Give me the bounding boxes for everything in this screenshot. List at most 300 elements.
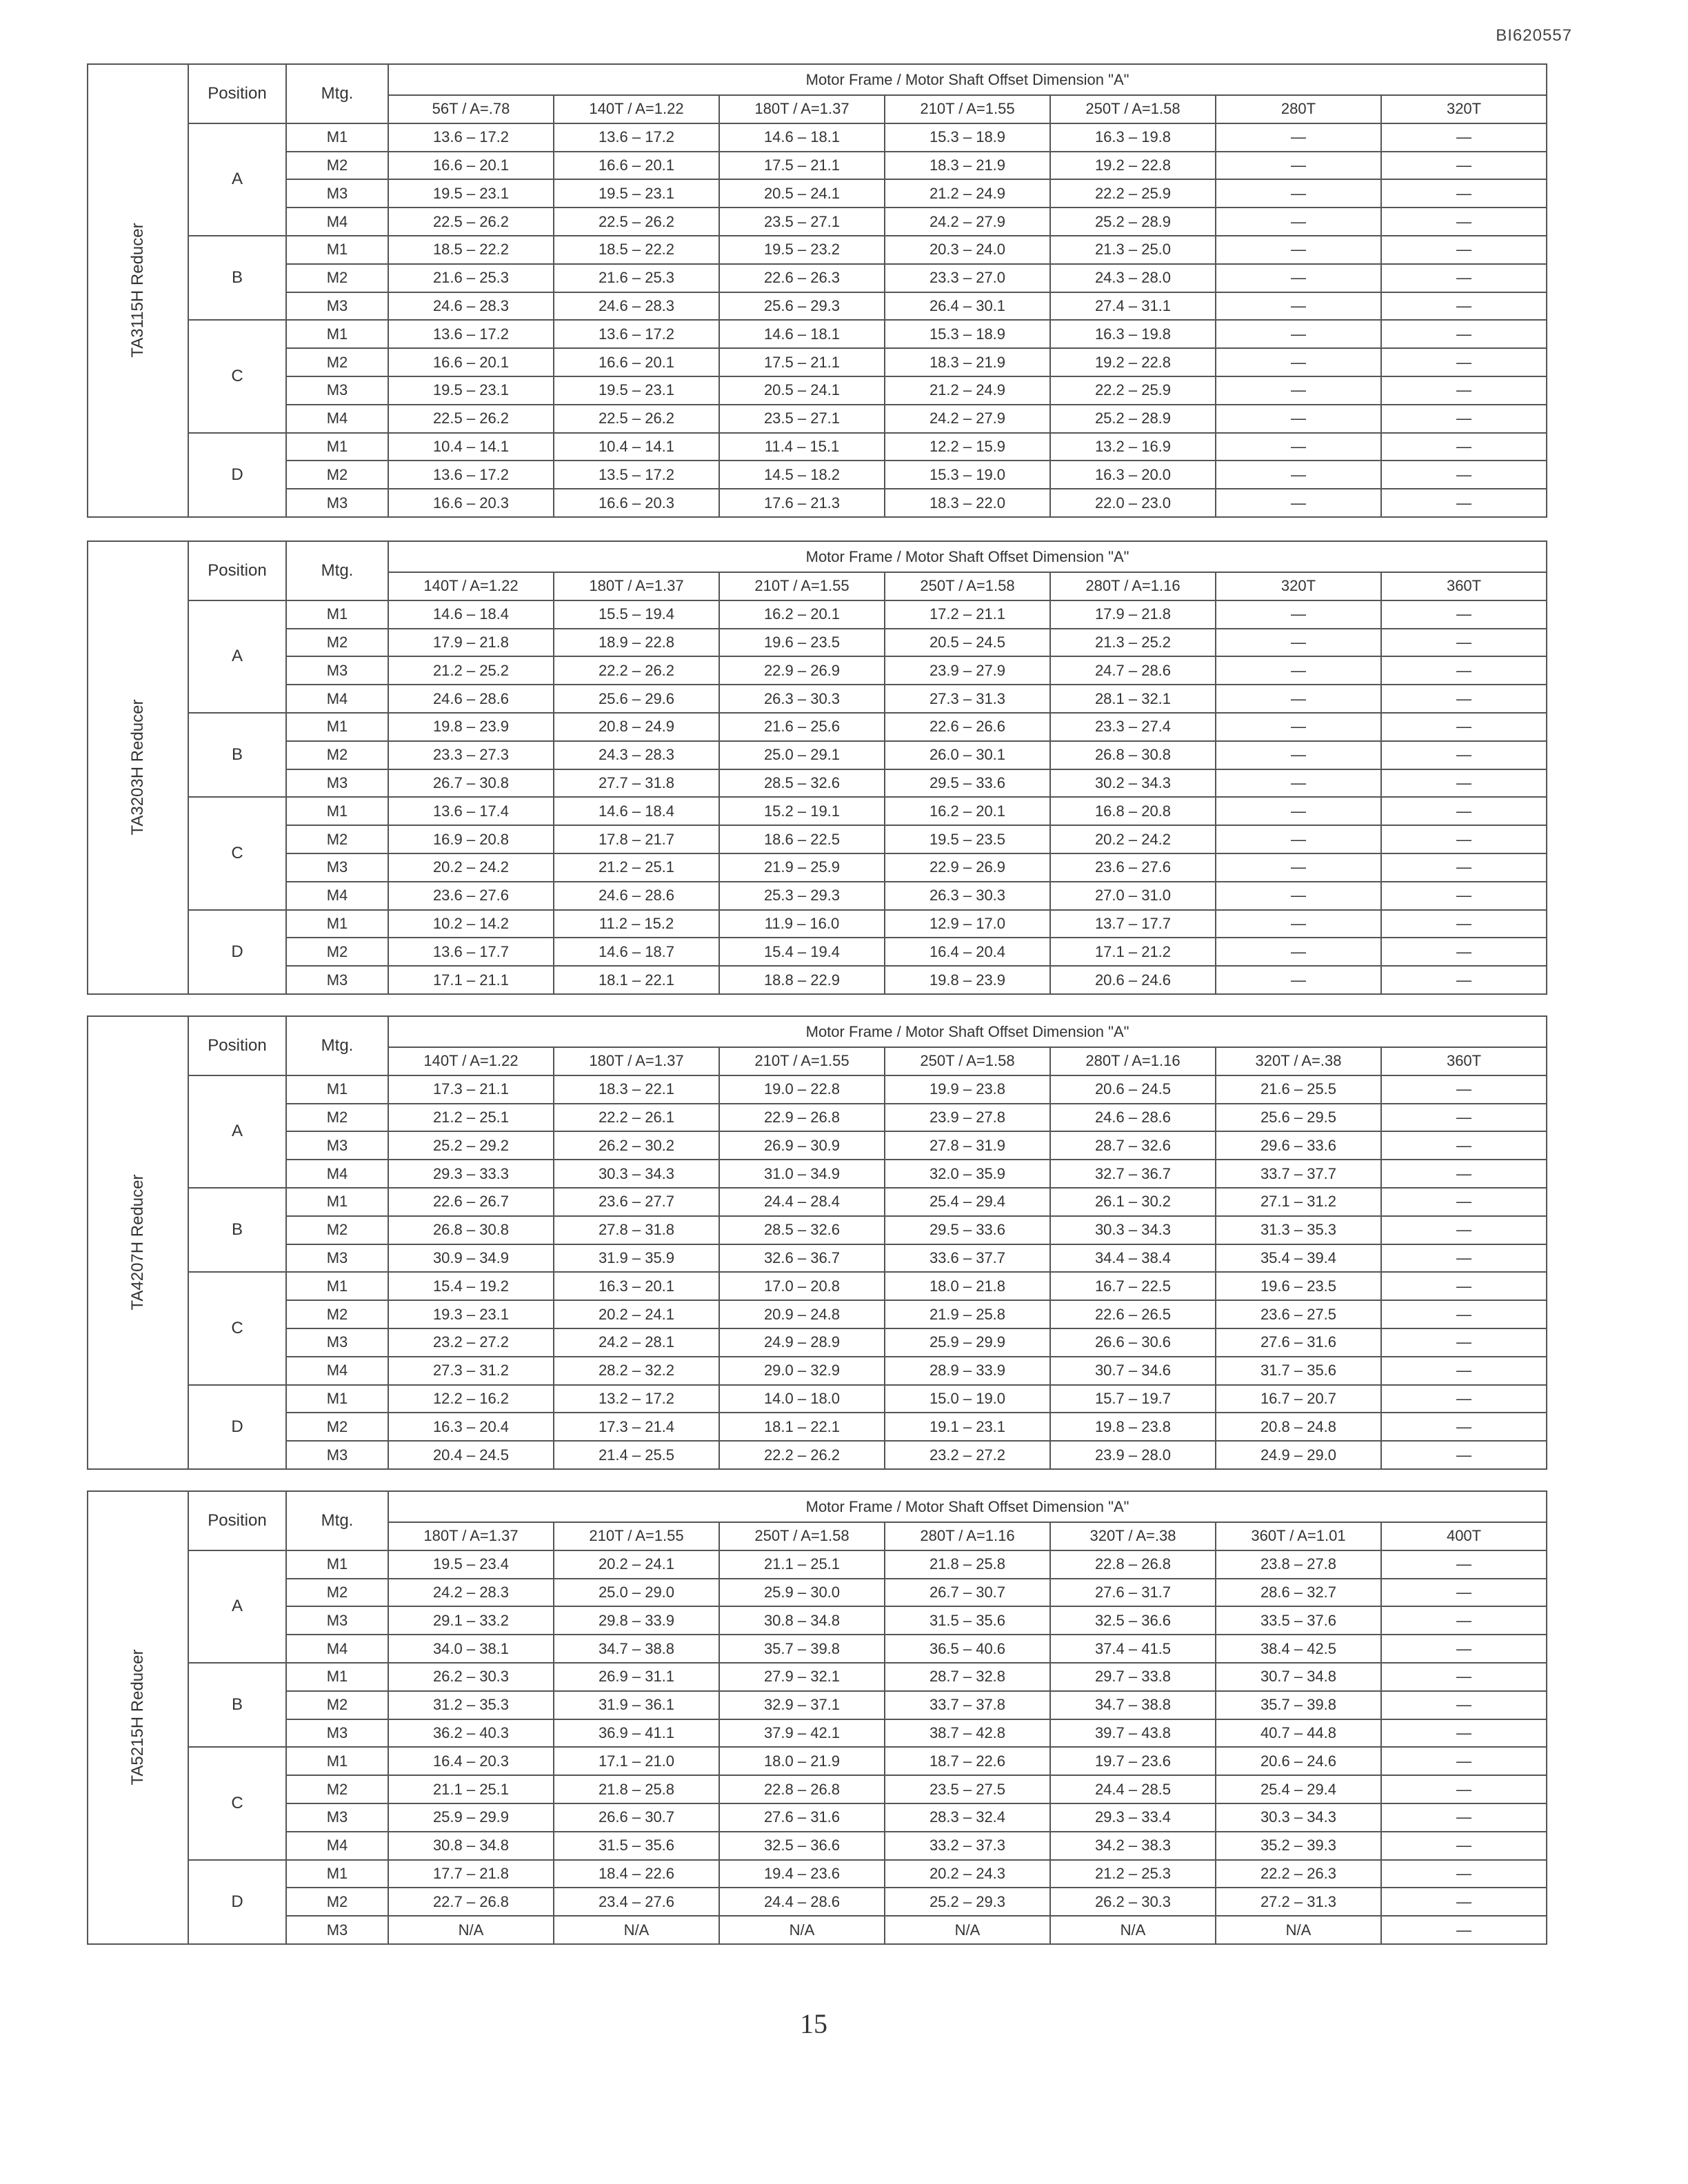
dimension-cell: 23.9 – 27.8 (885, 1104, 1050, 1132)
table-row (88, 1916, 1547, 1944)
table-row (88, 910, 1547, 938)
dimension-cell: 15.4 – 19.2 (388, 1272, 554, 1300)
dimension-cell: 26.2 – 30.2 (554, 1131, 719, 1160)
dimension-cell: — (1381, 656, 1547, 685)
position-cell: A (188, 1075, 286, 1188)
mounting-cell: M4 (286, 405, 388, 433)
dimension-cell: 24.6 – 28.3 (388, 292, 554, 321)
dimension-cell: 25.4 – 29.4 (885, 1188, 1050, 1216)
dimension-cell: 15.3 – 18.9 (885, 320, 1050, 348)
mounting-cell: M4 (286, 882, 388, 910)
dimension-cell: — (1216, 938, 1381, 966)
dimension-cell: — (1216, 769, 1381, 798)
dimension-cell: 38.4 – 42.5 (1216, 1635, 1381, 1663)
dimension-cell: 21.8 – 25.8 (885, 1550, 1050, 1579)
reducer-name-cell (88, 541, 188, 994)
table-row (88, 1691, 1547, 1719)
dimension-cell: 23.6 – 27.6 (1050, 853, 1216, 882)
mounting-cell: M1 (286, 797, 388, 825)
dimension-cell: 24.6 – 28.3 (554, 292, 719, 321)
dimension-cell: 22.5 – 26.2 (388, 208, 554, 236)
table-row (88, 1579, 1547, 1607)
dimension-cell: 26.1 – 30.2 (1050, 1188, 1216, 1216)
dimension-cell: 27.8 – 31.9 (885, 1131, 1050, 1160)
dimension-cell: 19.5 – 23.2 (719, 236, 885, 264)
dimension-cell: 11.9 – 16.0 (719, 910, 885, 938)
dimension-cell: 29.7 – 33.8 (1050, 1663, 1216, 1691)
dimension-cell: 21.6 – 25.3 (388, 264, 554, 292)
dimension-cell: 21.4 – 25.5 (554, 1441, 719, 1469)
dimension-cell: — (1381, 1385, 1547, 1413)
spec-table (87, 1490, 1547, 1945)
dimension-cell: — (1381, 1075, 1547, 1104)
mounting-cell: M2 (286, 741, 388, 769)
dimension-cell: 28.5 – 32.6 (719, 769, 885, 798)
dimension-cell: 20.6 – 24.5 (1050, 1075, 1216, 1104)
page-number: 15 (800, 2008, 827, 2039)
dimension-cell: N/A (1216, 1916, 1381, 1944)
dimension-cell: — (1381, 123, 1547, 152)
dimension-cell: 20.6 – 24.6 (1216, 1747, 1381, 1775)
dimension-cell: — (1216, 600, 1381, 629)
position-cell: D (188, 1860, 286, 1944)
dimension-cell: 33.6 – 37.7 (885, 1244, 1050, 1273)
dimension-cell: 39.7 – 43.8 (1050, 1719, 1216, 1748)
dimension-cell: 23.6 – 27.6 (388, 882, 554, 910)
dimension-cell: 31.3 – 35.3 (1216, 1216, 1381, 1244)
dimension-cell: 26.3 – 30.3 (885, 882, 1050, 910)
dimension-cell: 35.7 – 39.8 (719, 1635, 885, 1663)
dimension-cell: 36.9 – 41.1 (554, 1719, 719, 1748)
table-row (88, 1216, 1547, 1244)
dimension-cell: 21.1 – 25.1 (719, 1550, 885, 1579)
dimension-cell: 16.6 – 20.1 (554, 152, 719, 180)
dimension-cell: 26.6 – 30.6 (1050, 1328, 1216, 1357)
table-row (88, 1131, 1547, 1160)
table-row (88, 1272, 1547, 1300)
dimension-cell: 16.7 – 20.7 (1216, 1385, 1381, 1413)
motor-frame-column-header: 140T / A=1.22 (388, 1047, 554, 1075)
dimension-cell: 21.9 – 25.8 (885, 1300, 1050, 1328)
dimension-cell: — (1381, 853, 1547, 882)
mounting-cell: M3 (286, 1916, 388, 1944)
dimension-cell: 27.4 – 31.1 (1050, 292, 1216, 321)
mounting-cell: M1 (286, 236, 388, 264)
dimension-cell: 25.2 – 29.2 (388, 1131, 554, 1160)
mounting-cell: M2 (286, 1216, 388, 1244)
dimension-cell: — (1381, 376, 1547, 405)
table-row (88, 1888, 1547, 1916)
dimension-cell: 26.7 – 30.7 (885, 1579, 1050, 1607)
dimension-cell: — (1381, 1635, 1547, 1663)
dimension-cell: 35.7 – 39.8 (1216, 1691, 1381, 1719)
dimension-cell: 30.7 – 34.8 (1216, 1663, 1381, 1691)
mounting-cell: M3 (286, 769, 388, 798)
dimension-cell: 18.4 – 22.6 (554, 1860, 719, 1888)
dimension-cell: 20.5 – 24.5 (885, 629, 1050, 657)
dimension-cell: 27.3 – 31.2 (388, 1357, 554, 1385)
dimension-cell: — (1381, 600, 1547, 629)
dimension-cell: N/A (885, 1916, 1050, 1944)
dimension-cell: 26.0 – 30.1 (885, 741, 1050, 769)
dimension-cell: — (1216, 853, 1381, 882)
mounting-cell: M2 (286, 1300, 388, 1328)
dimension-cell: 21.6 – 25.3 (554, 264, 719, 292)
dimension-cell: 14.6 – 18.4 (388, 600, 554, 629)
dimension-cell: 29.5 – 33.6 (885, 1216, 1050, 1244)
dimension-cell: 34.7 – 38.8 (1050, 1691, 1216, 1719)
dimension-cell: — (1381, 1606, 1547, 1635)
dimension-cell: 27.8 – 31.8 (554, 1216, 719, 1244)
dimension-cell: — (1216, 348, 1381, 376)
dimension-cell: 24.4 – 28.5 (1050, 1775, 1216, 1803)
dimension-cell: 37.4 – 41.5 (1050, 1635, 1216, 1663)
dimension-cell: 19.8 – 23.8 (1050, 1413, 1216, 1441)
mounting-cell: M2 (286, 938, 388, 966)
table-row (88, 600, 1547, 629)
dimension-cell: 24.7 – 28.6 (1050, 656, 1216, 685)
dimension-cell: 32.6 – 36.7 (719, 1244, 885, 1273)
motor-frame-column-header: 250T / A=1.58 (885, 1047, 1050, 1075)
dimension-cell: 23.9 – 27.9 (885, 656, 1050, 685)
dimension-cell: 24.9 – 28.9 (719, 1328, 885, 1357)
dimension-cell: 23.9 – 28.0 (1050, 1441, 1216, 1469)
dimension-cell: — (1381, 1188, 1547, 1216)
mounting-cell: M2 (286, 461, 388, 489)
dimension-cell: 29.1 – 33.2 (388, 1606, 554, 1635)
dimension-cell: — (1216, 208, 1381, 236)
dimension-cell: 24.3 – 28.3 (554, 741, 719, 769)
dimension-cell: 22.6 – 26.3 (719, 264, 885, 292)
dimension-cell: 30.3 – 34.3 (1216, 1803, 1381, 1832)
mounting-cell: M2 (286, 348, 388, 376)
motor-frame-column-header: 320T / A=.38 (1216, 1047, 1381, 1075)
reducer-name: TA4207H Reducer (128, 1174, 147, 1311)
dimension-cell: 28.9 – 33.9 (885, 1357, 1050, 1385)
dimension-cell: 17.6 – 21.3 (719, 489, 885, 517)
dimension-cell: 15.2 – 19.1 (719, 797, 885, 825)
dimension-cell: 16.6 – 20.1 (388, 348, 554, 376)
dimension-cell: — (1381, 1691, 1547, 1719)
table-row (88, 853, 1547, 882)
dimension-cell: 19.2 – 22.8 (1050, 152, 1216, 180)
motor-frame-column-header: 280T (1216, 95, 1381, 123)
dimension-cell: 18.1 – 22.1 (719, 1413, 885, 1441)
mounting-cell: M2 (286, 1775, 388, 1803)
dimension-cell: 13.6 – 17.4 (388, 797, 554, 825)
mounting-cell: M4 (286, 685, 388, 713)
motor-frame-column-header: 56T / A=.78 (388, 95, 554, 123)
dimension-cell: 17.0 – 20.8 (719, 1272, 885, 1300)
dimension-cell: — (1216, 656, 1381, 685)
dimension-cell: 31.9 – 36.1 (554, 1691, 719, 1719)
dimension-cell: 16.3 – 19.8 (1050, 320, 1216, 348)
table-row (88, 741, 1547, 769)
position-cell: C (188, 1747, 286, 1859)
dimension-cell: — (1381, 882, 1547, 910)
table-row (88, 1860, 1547, 1888)
dimension-cell: 34.0 – 38.1 (388, 1635, 554, 1663)
dimension-cell: 13.6 – 17.2 (388, 123, 554, 152)
dimension-cell: 36.2 – 40.3 (388, 1719, 554, 1748)
table-row (88, 1075, 1547, 1104)
mounting-cell: M1 (286, 1272, 388, 1300)
dimension-cell: 25.3 – 29.3 (719, 882, 885, 910)
dimension-cell: 10.4 – 14.1 (554, 433, 719, 461)
dimension-cell: 13.6 – 17.2 (554, 320, 719, 348)
dimension-cell: 28.1 – 32.1 (1050, 685, 1216, 713)
dimension-cell: 19.5 – 23.1 (554, 376, 719, 405)
dimension-cell: 14.6 – 18.1 (719, 123, 885, 152)
dimension-cell: 16.6 – 20.3 (388, 489, 554, 517)
dimension-cell: 17.1 – 21.2 (1050, 938, 1216, 966)
mounting-cell: M4 (286, 1160, 388, 1188)
dimension-cell: 23.6 – 27.5 (1216, 1300, 1381, 1328)
dimension-cell: — (1381, 1441, 1547, 1469)
header-row (88, 1016, 1547, 1047)
mounting-cell: M1 (286, 123, 388, 152)
dimension-cell: 20.9 – 24.8 (719, 1300, 885, 1328)
dimension-cell: — (1381, 1747, 1547, 1775)
dimension-cell: 12.2 – 16.2 (388, 1385, 554, 1413)
motor-frame-column-header: 320T (1216, 572, 1381, 600)
dimension-cell: 30.8 – 34.8 (388, 1832, 554, 1860)
motor-frame-column-header: 250T / A=1.58 (885, 572, 1050, 600)
motor-frame-column-header: 360T / A=1.01 (1216, 1522, 1381, 1550)
dimension-cell: 24.2 – 28.1 (554, 1328, 719, 1357)
dimension-cell: 22.9 – 26.9 (719, 656, 885, 685)
dimension-cell: — (1381, 1888, 1547, 1916)
dimension-cell: — (1381, 461, 1547, 489)
mounting-cell: M1 (286, 433, 388, 461)
position-cell: B (188, 236, 286, 320)
dimension-cell: 22.9 – 26.9 (885, 853, 1050, 882)
table-row (88, 1357, 1547, 1385)
dimension-cell: 29.6 – 33.6 (1216, 1131, 1381, 1160)
motor-frame-column-header: 320T / A=.38 (1050, 1522, 1216, 1550)
table-row (88, 1188, 1547, 1216)
dimension-cell: 26.4 – 30.1 (885, 292, 1050, 321)
dimension-cell: 24.3 – 28.0 (1050, 264, 1216, 292)
motor-frame-column-header: 210T / A=1.55 (554, 1522, 719, 1550)
dimension-title: Motor Frame / Motor Shaft Offset Dimension "A" (388, 541, 1547, 572)
table-row (88, 685, 1547, 713)
dimension-cell: 19.3 – 23.1 (388, 1300, 554, 1328)
table-row (88, 1441, 1547, 1469)
dimension-cell: 15.7 – 19.7 (1050, 1385, 1216, 1413)
dimension-cell: 19.1 – 23.1 (885, 1413, 1050, 1441)
dimension-cell: 19.8 – 23.9 (388, 713, 554, 741)
dimension-cell: 16.8 – 20.8 (1050, 797, 1216, 825)
dimension-cell: — (1381, 1860, 1547, 1888)
table-row (88, 1328, 1547, 1357)
motor-frame-column-header: 400T (1381, 1522, 1547, 1550)
dimension-cell: 21.9 – 25.9 (719, 853, 885, 882)
dimension-cell: 24.9 – 29.0 (1216, 1441, 1381, 1469)
dimension-cell: 16.3 – 20.0 (1050, 461, 1216, 489)
dimension-cell: 25.9 – 30.0 (719, 1579, 885, 1607)
dimension-cell: 17.9 – 21.8 (388, 629, 554, 657)
dimension-cell: 16.3 – 20.1 (554, 1272, 719, 1300)
dimension-cell: 22.6 – 26.6 (885, 713, 1050, 741)
mounting-cell: M2 (286, 825, 388, 853)
mounting-cell: M2 (286, 1691, 388, 1719)
dimension-cell: 25.9 – 29.9 (885, 1328, 1050, 1357)
dimension-cell: 24.2 – 27.9 (885, 405, 1050, 433)
dimension-cell: 22.5 – 26.2 (388, 405, 554, 433)
dimension-cell: 22.2 – 26.3 (1216, 1860, 1381, 1888)
dimension-cell: — (1381, 348, 1547, 376)
spec-table (87, 1015, 1547, 1470)
dimension-cell: 32.5 – 36.6 (719, 1832, 885, 1860)
mounting-cell: M4 (286, 1635, 388, 1663)
dimension-cell: 23.8 – 27.8 (1216, 1550, 1381, 1579)
dimension-cell: — (1216, 179, 1381, 208)
table-row (88, 629, 1547, 657)
dimension-cell: 13.5 – 17.2 (554, 461, 719, 489)
dimension-cell: 18.0 – 21.9 (719, 1747, 885, 1775)
dimension-cell: 26.3 – 30.3 (719, 685, 885, 713)
dimension-cell: — (1381, 1244, 1547, 1273)
mounting-header: Mtg. (286, 541, 388, 600)
dimension-cell: 20.2 – 24.2 (388, 853, 554, 882)
dimension-cell: 23.3 – 27.0 (885, 264, 1050, 292)
dimension-cell: 19.5 – 23.5 (885, 825, 1050, 853)
dimension-cell: 25.4 – 29.4 (1216, 1775, 1381, 1803)
dimension-cell: 20.6 – 24.6 (1050, 966, 1216, 994)
motor-frame-column-header: 280T / A=1.16 (885, 1522, 1050, 1550)
dimension-cell: 28.3 – 32.4 (885, 1803, 1050, 1832)
dimension-cell: 20.2 – 24.2 (1050, 825, 1216, 853)
mounting-cell: M2 (286, 1888, 388, 1916)
dimension-cell: 28.7 – 32.8 (885, 1663, 1050, 1691)
dimension-cell: 17.1 – 21.1 (388, 966, 554, 994)
dimension-cell: — (1381, 1413, 1547, 1441)
table-row (88, 938, 1547, 966)
dimension-cell: 18.3 – 21.9 (885, 152, 1050, 180)
table-row (88, 489, 1547, 517)
dimension-cell: — (1216, 489, 1381, 517)
dimension-cell: 29.0 – 32.9 (719, 1357, 885, 1385)
table-row (88, 320, 1547, 348)
mounting-header: Mtg. (286, 1491, 388, 1550)
position-header: Position (188, 1016, 286, 1075)
dimension-cell: 24.2 – 27.9 (885, 208, 1050, 236)
dimension-cell: 19.5 – 23.1 (554, 179, 719, 208)
header-row (88, 64, 1547, 95)
dimension-cell: 29.8 – 33.9 (554, 1606, 719, 1635)
dimension-cell: 30.8 – 34.8 (719, 1606, 885, 1635)
table-row (88, 713, 1547, 741)
dimension-cell: 15.3 – 19.0 (885, 461, 1050, 489)
dimension-cell: 31.5 – 35.6 (885, 1606, 1050, 1635)
dimension-cell: 15.5 – 19.4 (554, 600, 719, 629)
motor-frame-column-header: 250T / A=1.58 (1050, 95, 1216, 123)
spec-table (87, 63, 1547, 518)
dimension-cell: 35.4 – 39.4 (1216, 1244, 1381, 1273)
dimension-cell: — (1381, 1663, 1547, 1691)
dimension-cell: 11.4 – 15.1 (719, 433, 885, 461)
dimension-cell: 33.7 – 37.8 (885, 1691, 1050, 1719)
table-row (88, 292, 1547, 321)
dimension-cell: 26.7 – 30.8 (388, 769, 554, 798)
dimension-cell: — (1381, 433, 1547, 461)
table-row (88, 1385, 1547, 1413)
dimension-cell: 23.3 – 27.3 (388, 741, 554, 769)
dimension-cell: 22.5 – 26.2 (554, 208, 719, 236)
dimension-cell: 21.2 – 25.1 (554, 853, 719, 882)
dimension-cell: 13.7 – 17.7 (1050, 910, 1216, 938)
dimension-cell: 24.2 – 28.3 (388, 1579, 554, 1607)
dimension-cell: 13.6 – 17.7 (388, 938, 554, 966)
dimension-cell: — (1216, 152, 1381, 180)
dimension-cell: 27.7 – 31.8 (554, 769, 719, 798)
dimension-cell: — (1216, 461, 1381, 489)
motor-frame-column-header: 360T (1381, 572, 1547, 600)
dimension-cell: 18.7 – 22.6 (885, 1747, 1050, 1775)
dimension-cell: 16.6 – 20.1 (554, 348, 719, 376)
dimension-cell: 28.6 – 32.7 (1216, 1579, 1381, 1607)
dimension-cell: 31.2 – 35.3 (388, 1691, 554, 1719)
motor-frame-column-header: 180T / A=1.37 (554, 572, 719, 600)
dimension-cell: 25.6 – 29.5 (1216, 1104, 1381, 1132)
dimension-cell: 16.4 – 20.3 (388, 1747, 554, 1775)
dimension-cell: 28.7 – 32.6 (1050, 1131, 1216, 1160)
dimension-cell: — (1216, 966, 1381, 994)
dimension-cell: 25.6 – 29.3 (719, 292, 885, 321)
table-row (88, 376, 1547, 405)
table-row (88, 152, 1547, 180)
dimension-cell: 19.5 – 23.1 (388, 376, 554, 405)
dimension-cell: 17.3 – 21.1 (388, 1075, 554, 1104)
table-row (88, 1413, 1547, 1441)
dimension-cell: 15.3 – 18.9 (885, 123, 1050, 152)
dimension-cell: 22.8 – 26.8 (1050, 1550, 1216, 1579)
dimension-cell: 35.2 – 39.3 (1216, 1832, 1381, 1860)
dimension-cell: 17.2 – 21.1 (885, 600, 1050, 629)
dimension-cell: 25.9 – 29.9 (388, 1803, 554, 1832)
table-row (88, 966, 1547, 994)
position-cell: A (188, 600, 286, 713)
dimension-cell: 22.5 – 26.2 (554, 405, 719, 433)
dimension-cell: — (1381, 629, 1547, 657)
dimension-cell: N/A (554, 1916, 719, 1944)
reducer-name: TA3203H Reducer (128, 699, 147, 836)
dimension-cell: 22.7 – 26.8 (388, 1888, 554, 1916)
dimension-cell: — (1381, 1131, 1547, 1160)
dimension-cell: 14.6 – 18.7 (554, 938, 719, 966)
dimension-cell: 27.6 – 31.6 (1216, 1328, 1381, 1357)
dimension-cell: 20.2 – 24.1 (554, 1550, 719, 1579)
dimension-cell: 20.8 – 24.9 (554, 713, 719, 741)
table-row (88, 1775, 1547, 1803)
dimension-cell: 14.6 – 18.4 (554, 797, 719, 825)
mounting-cell: M1 (286, 1860, 388, 1888)
mounting-cell: M4 (286, 1357, 388, 1385)
dimension-cell: — (1216, 405, 1381, 433)
dimension-cell: 36.5 – 40.6 (885, 1635, 1050, 1663)
dimension-cell: 29.3 – 33.3 (388, 1160, 554, 1188)
mounting-cell: M1 (286, 713, 388, 741)
motor-frame-column-header: 360T (1381, 1047, 1547, 1075)
reducer-name: TA5215H Reducer (128, 1649, 147, 1786)
dimension-cell: 22.6 – 26.5 (1050, 1300, 1216, 1328)
dimension-cell: — (1381, 966, 1547, 994)
dimension-cell: 16.2 – 20.1 (719, 600, 885, 629)
dimension-cell: — (1381, 1579, 1547, 1607)
dimension-cell: — (1381, 152, 1547, 180)
position-cell: A (188, 123, 286, 236)
